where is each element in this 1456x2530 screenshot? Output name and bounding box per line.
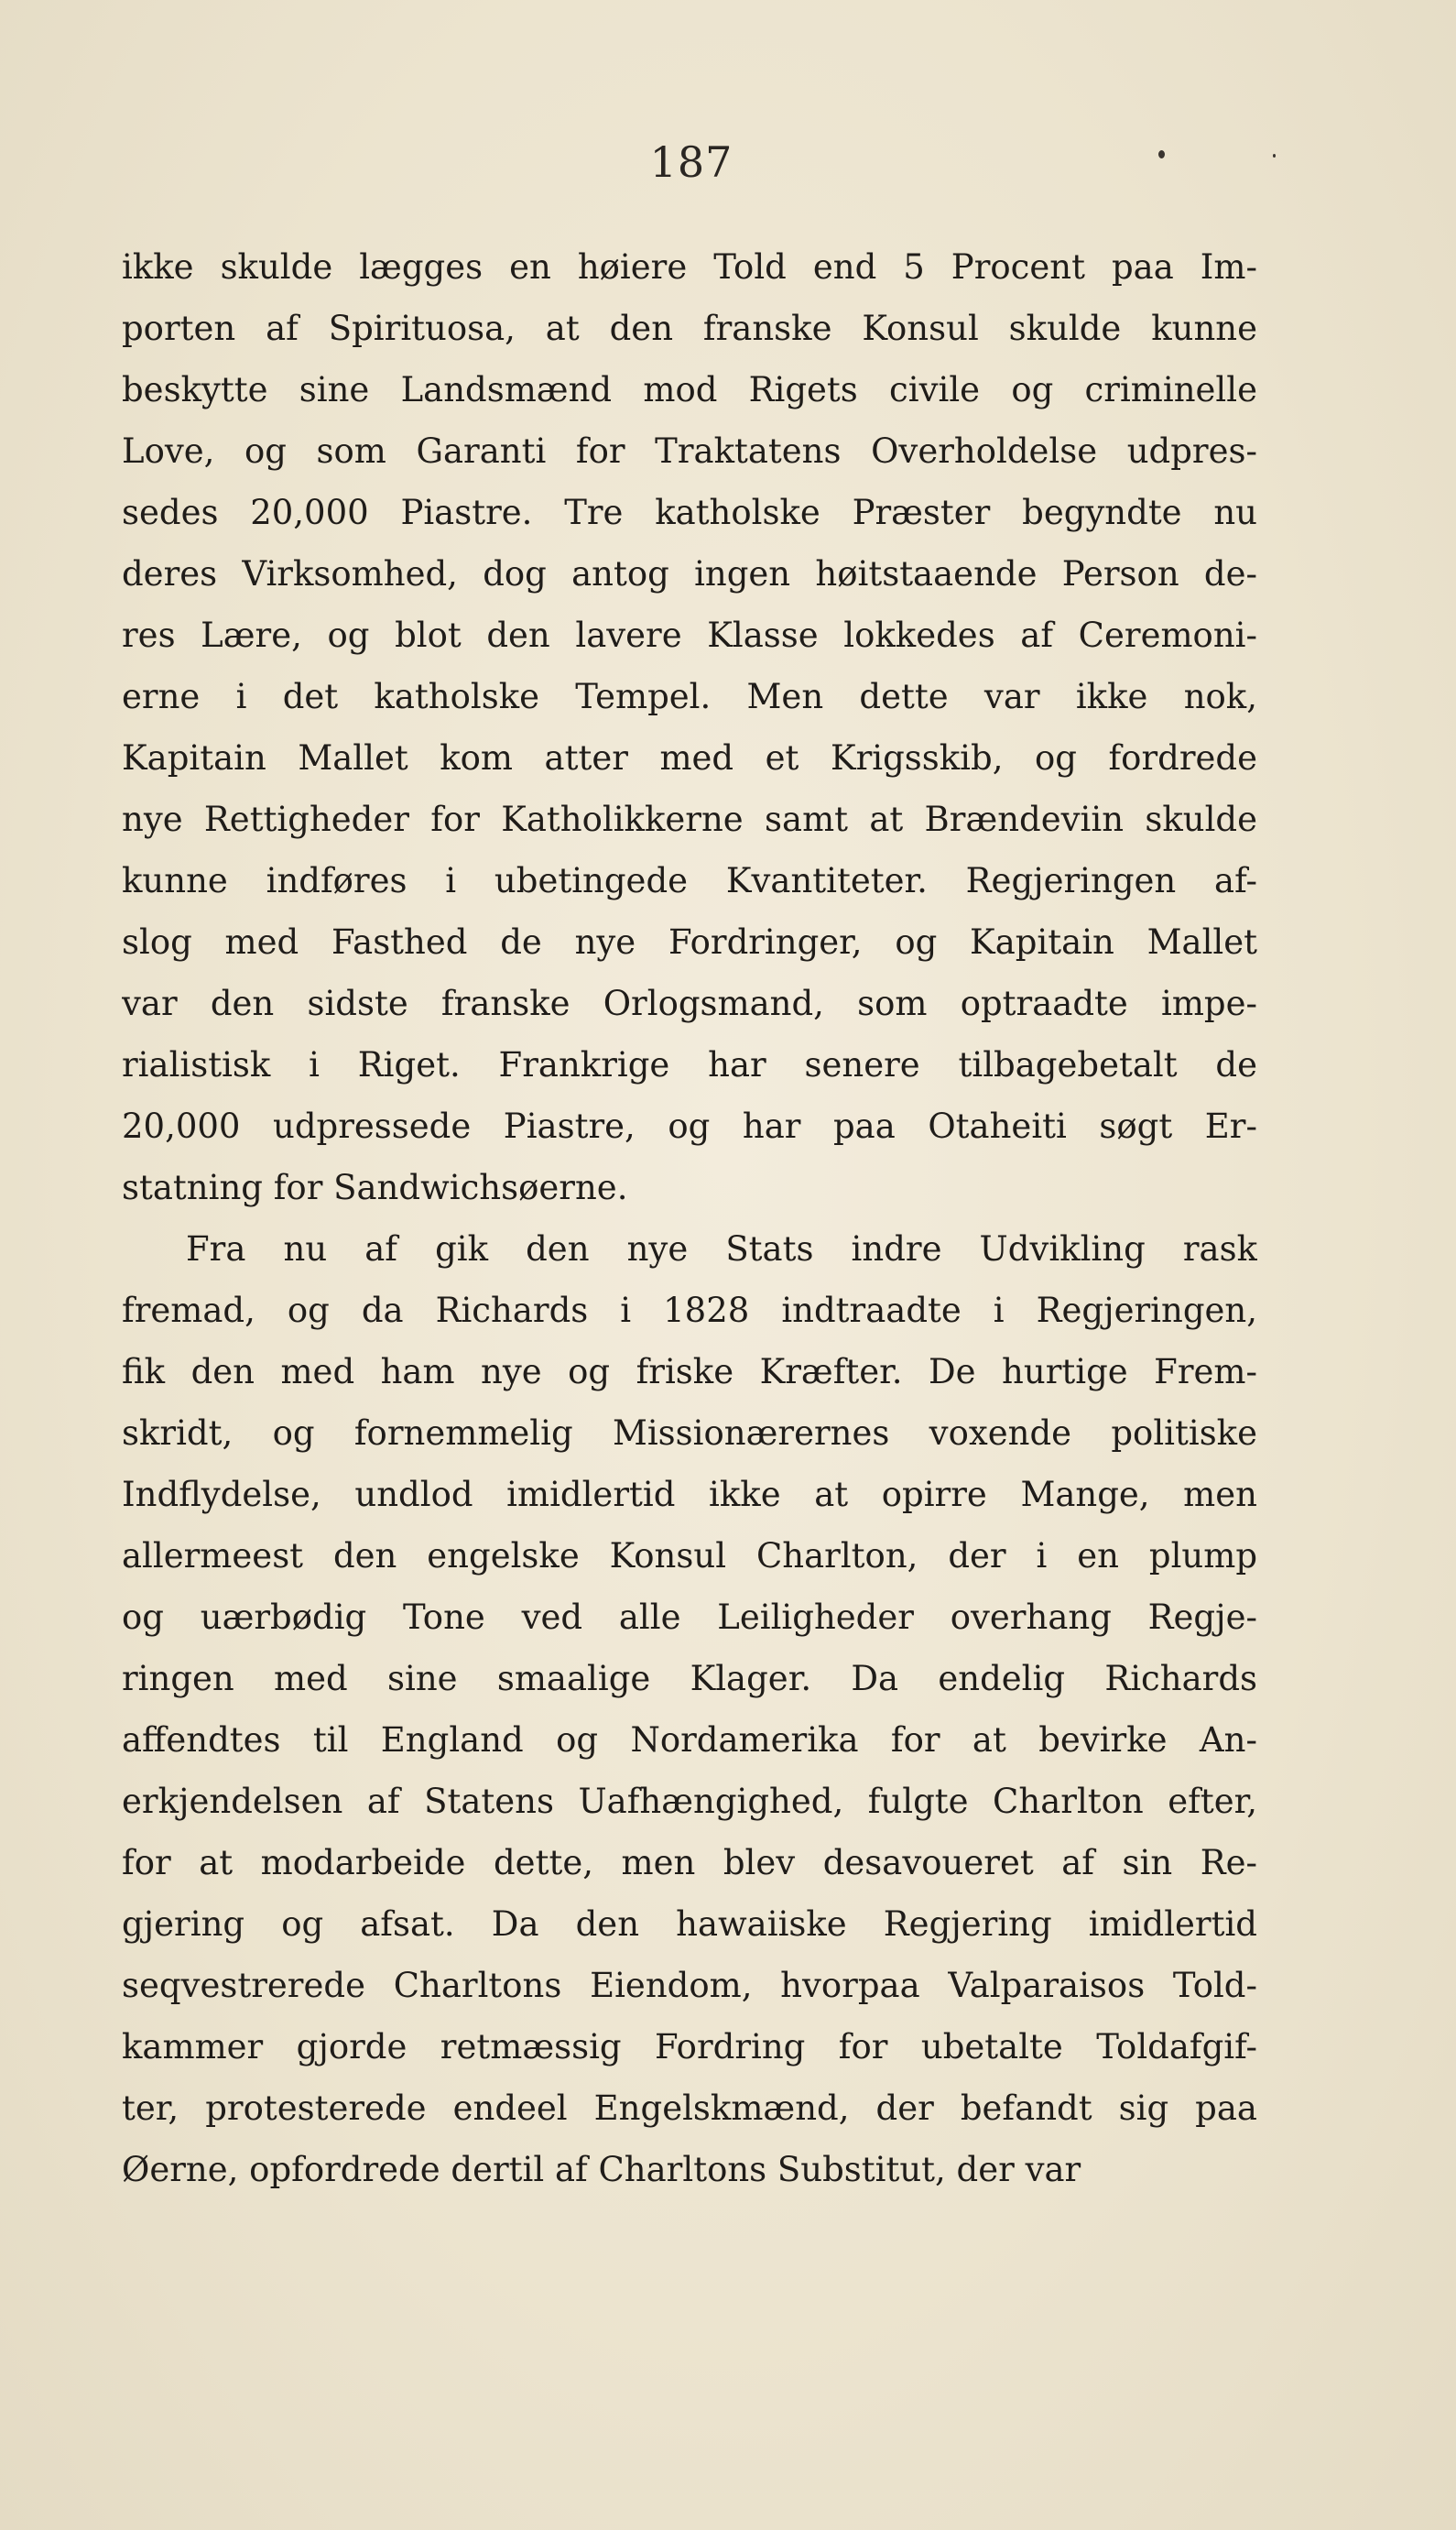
text-line: fremad, og da Richards i 1828 indtraadte i Regjeringen,	[122, 1291, 1257, 1330]
body-text	[122, 236, 1257, 2200]
text-line: skridt, og fornemmelig Missionærernes voxende politiske	[122, 1413, 1257, 1453]
page-number: 187	[649, 137, 733, 187]
text-line: porten af Spirituosa, at den franske Konsul skulde kunne	[122, 309, 1257, 348]
text-line: 20,000 udpressede Piastre, og har paa Otaheiti søgt Er-	[122, 1107, 1257, 1146]
text-line: erkjendelsen af Statens Uafhængighed, fulgte Charlton efter,	[122, 1782, 1257, 1821]
text-line: sedes 20,000 Piastre. Tre katholske Præster begyndte nu	[122, 493, 1257, 532]
text-line: kunne indføres i ubetingede Kvantiteter. Regjeringen af-	[122, 861, 1257, 900]
paragraph	[122, 236, 1257, 1218]
text-line: ringen med sine smaalige Klager. Da endelig Richards	[122, 1659, 1257, 1698]
text-line: for at modarbeide dette, men blev desavoueret af sin Re-	[122, 1843, 1257, 1882]
text-line: ikke skulde lægges en høiere Told end 5 Procent paa Im-	[122, 247, 1257, 287]
text-line: beskytte sine Landsmænd mod Rigets civile og criminelle	[122, 370, 1257, 409]
text-line: affendtes til England og Nordamerika for at bevirke An-	[122, 1720, 1257, 1760]
text-line: Indflydelse, undlod imidlertid ikke at opirre Mange, men	[122, 1475, 1257, 1514]
text-line: deres Virksomhed, dog antog ingen høitstaaende Person de-	[122, 554, 1257, 594]
text-line: Love, og som Garanti for Traktatens Overholdelse udpres-	[122, 431, 1257, 471]
text-line: Fra nu af gik den nye Stats indre Udvikling rask	[186, 1229, 1257, 1269]
text-line: gjering og afsat. Da den hawaiiske Regjering imidlertid	[122, 1904, 1257, 1944]
text-line: Øerne, opfordrede dertil af Charltons Substitut, der var	[122, 2150, 1081, 2189]
ink-speck	[1273, 154, 1276, 158]
text-line: og uærbødig Tone ved alle Leiligheder overhang Regje-	[122, 1598, 1257, 1637]
text-line: erne i det katholske Tempel. Men dette var ikke nok,	[122, 677, 1257, 716]
text-line: nye Rettigheder for Katholikkerne samt at Brændeviin skulde	[122, 800, 1257, 839]
text-line: res Lære, og blot den lavere Klasse lokkedes af Ceremoni-	[122, 616, 1257, 655]
paragraphs	[122, 236, 1257, 2200]
text-line: slog med Fasthed de nye Fordringer, og Kapitain Mallet	[122, 922, 1257, 962]
text-line: statning for Sandwichsøerne.	[122, 1168, 628, 1207]
text-line: var den sidste franske Orlogsmand, som optraadte impe-	[122, 984, 1257, 1023]
text-line: ter, protesterede endeel Engelskmænd, der befandt sig paa	[122, 2088, 1257, 2128]
paragraph	[122, 1218, 1257, 2200]
text-line: rialistisk i Riget. Frankrige har senere tilbagebetalt de	[122, 1045, 1257, 1085]
text-line: Kapitain Mallet kom atter med et Krigsskib, og fordrede	[122, 738, 1257, 778]
ink-speck	[1158, 150, 1165, 158]
text-line: seqvestrerede Charltons Eiendom, hvorpaa Valparaisos Told-	[122, 1966, 1257, 2005]
text-line: allermeest den engelske Konsul Charlton, der i en plump	[122, 1536, 1257, 1576]
text-line: kammer gjorde retmæssig Fordring for ubetalte Toldafgif-	[122, 2027, 1257, 2067]
text-line: fik den med ham nye og friske Kræfter. De hurtige Frem-	[122, 1352, 1257, 1391]
